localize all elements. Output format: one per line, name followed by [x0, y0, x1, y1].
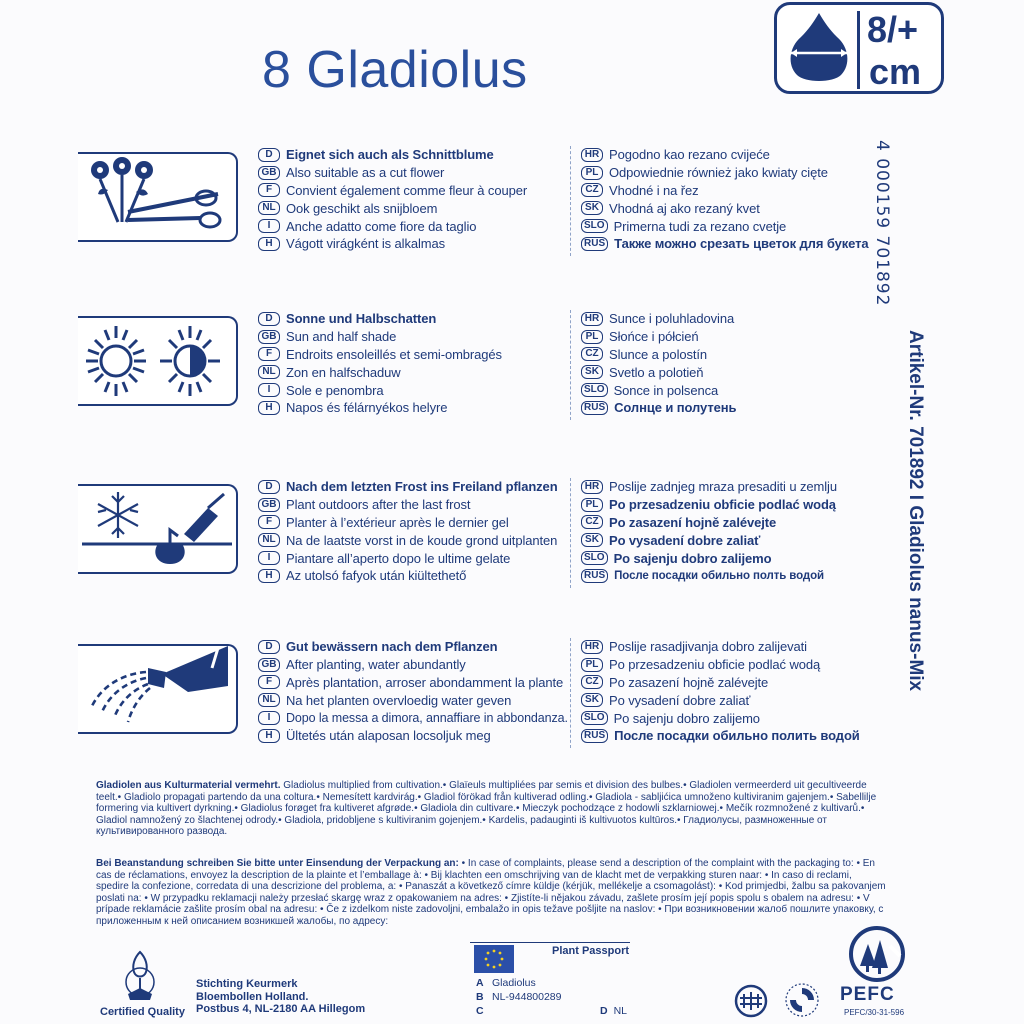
instruction-text: Po vysadení dobre zaliať [609, 532, 761, 548]
instruction-text: After planting, water abundantly [286, 657, 466, 673]
instruction-text: Piantare all’aperto dopo le ultime gelate [286, 550, 511, 566]
lang-code: NL [258, 693, 280, 707]
lang-code: I [258, 711, 280, 725]
lang-code: H [258, 237, 280, 251]
complaints-lead: Bei Beanstandung schreiben Sie bitte unter Einsendung der Verpackung an: [96, 858, 459, 869]
lang-column-right [570, 478, 870, 588]
passport-key: A [476, 977, 484, 989]
lang-code: SLO [581, 219, 608, 233]
badge-divider [857, 11, 860, 89]
lang-code: H [258, 401, 280, 415]
instruction-text: Sonne und Halbschatten [286, 311, 437, 327]
lang-code: GB [258, 166, 280, 180]
cultivation-lead: Gladiolen aus Kulturmaterial vermehrt. [96, 780, 281, 791]
lang-column-right [570, 310, 870, 420]
certified-quality-logo [100, 948, 185, 1018]
instruction-text: Poslije zadnjeg mraza presaditi u zemlju [609, 479, 837, 495]
instruction-text: Słońce i półcień [609, 329, 699, 345]
lang-code: RUS [581, 401, 608, 415]
article-number-label [894, 330, 934, 690]
cultivation-body: Gladiolus multiplied from cultivation.• Glaïeuls multipliées par semis et division des bulbes.• Gladiolen vermeerderd uit gecultiveerde teelt.• Gladiolo propagati partendo da una coltura.• Nemesített kardvirág.• Gladiol förökad från kultiverad odling.• Gladiola - sabljićica umnoženo kultiviranim gajenjem.• Sabellilje formering via kultivert dyrkning.• Gladiolus forøget fra kultiveret afgrøde.• Gladiola din cultivare.• Mieczyk pochodzące z hodowli szklarniowej.• Mečík rozmnožené z kultivarů.• Gladiol namnožený zo šlachtenej odrody.• Gladiola, pridobljene s kultiviranim gojenjem.• Kardelis, padauginti iš kultivuotos kultūros.• Гладиолусы, размноженные от культивированного развода. [96, 780, 877, 838]
eu-flag-icon [474, 945, 514, 973]
instruction-text: Planter à l’extérieur après le dernier gel [286, 514, 509, 530]
address-line: Bloembollen Holland. [196, 990, 309, 1003]
instruction-text: Dopo la messa a dimora, annaffiare in abbondanza. [286, 711, 568, 726]
lang-code: CZ [581, 675, 603, 689]
lang-code: GB [258, 658, 280, 672]
instruction-text: Po sajenju dobro zalijemo [613, 710, 760, 726]
pefc-code: PEFC/30-31-596 [844, 1008, 905, 1017]
section-watering [78, 639, 878, 756]
lang-code: PL [581, 166, 603, 180]
lang-code: NL [258, 201, 280, 215]
pefc-logo [840, 926, 920, 1022]
instruction-text: Также можно срезать цветок для букета [614, 236, 869, 252]
watering-can-icon [78, 644, 238, 734]
lang-code: HR [581, 148, 603, 162]
section-frost [78, 479, 878, 596]
passport-value: Gladiolus [492, 977, 536, 989]
page-title: 8 Gladiolus [262, 41, 528, 99]
lang-code: PL [581, 498, 603, 512]
instruction-text: Pogodno kao rezano cvijeće [609, 147, 770, 163]
lang-code: CZ [581, 515, 603, 529]
instruction-text: Po przesadzeniu obficie podlać wodą [609, 657, 821, 673]
lang-code: SLO [581, 383, 608, 397]
instruction-text: Sun and half shade [286, 329, 397, 345]
lang-code: F [258, 347, 280, 361]
frost-planting-icon [78, 484, 238, 574]
lang-code: D [258, 480, 280, 494]
lang-column-left [258, 310, 558, 417]
instruction-text: Po przesadzeniu obficie podlać wodą [609, 497, 836, 513]
lang-code: I [258, 383, 280, 397]
lang-code: NL [258, 365, 280, 379]
instruction-text: После посадки обильно полть водой [614, 569, 824, 582]
lang-code: HR [581, 480, 603, 494]
instruction-text: После посадки обильно полить водой [614, 728, 860, 744]
lang-column-left [258, 146, 558, 253]
instruction-text: Eignet sich auch als Schnittblume [286, 147, 494, 163]
instruction-text: Po zasazení hojně zalévejte [609, 514, 777, 530]
lang-code: NL [258, 533, 280, 547]
tulip-seal-icon [120, 948, 160, 1002]
size-unit: cm [869, 51, 922, 92]
lang-code: HR [581, 312, 603, 326]
lang-code: D [258, 148, 280, 162]
instruction-text: Po zasazení hojně zalévejte [609, 674, 769, 690]
plant-passport-title: Plant Passport [552, 945, 630, 957]
instruction-text: Après plantation, arroser abondamment la plante [286, 674, 564, 690]
passport-value: NL-944800289 [492, 991, 562, 1003]
passport-key: C [476, 1005, 484, 1017]
pefc-trees-icon [846, 926, 908, 982]
instruction-text: Po vysadení dobre zaliať [609, 692, 751, 708]
passport-key: D [600, 1005, 608, 1017]
plant-passport [470, 942, 630, 1022]
lang-code: GB [258, 330, 280, 344]
lang-code: SLO [581, 551, 608, 565]
instruction-text: Plant outdoors after the last frost [286, 497, 471, 513]
lang-code: F [258, 515, 280, 529]
instruction-text: Napos és félárnyékos helyre [286, 400, 448, 416]
lang-code: SK [581, 201, 603, 215]
instruction-text: Ook geschikt als snijbloem [286, 200, 438, 216]
instruction-text: Vhodná aj ako rezaný kvet [609, 200, 760, 216]
instruction-text: Vágott virágként is alkalmas [286, 236, 446, 252]
instruction-text: Po sajenju dobro zalijemo [613, 550, 772, 566]
bulb-icon [783, 9, 855, 89]
lang-code: GB [258, 498, 280, 512]
lang-code: HR [581, 640, 603, 654]
instruction-text: Солнце и полутень [614, 400, 737, 416]
address-line: Postbus 4, NL-2180 AA Hillegom [196, 1003, 366, 1015]
lang-code: RUS [581, 729, 608, 743]
instruction-text: Sonce in polsenca [613, 382, 719, 398]
bulb-size-badge [774, 2, 944, 94]
instruction-text: Sole e penombra [286, 382, 384, 398]
lang-code: I [258, 551, 280, 565]
lang-code: H [258, 569, 280, 583]
instruction-text: Poslije rasadjivanja dobro zalijevati [609, 639, 807, 655]
instruction-text: Endroits ensoleillés et semi-ombragés [286, 346, 502, 362]
section-cut-flower [78, 147, 878, 264]
instruction-text: Sunce i poluhladovina [609, 311, 735, 327]
instruction-text: Also suitable as a cut flower [286, 165, 445, 181]
instruction-text: Primerna tudi za rezano cvetje [613, 218, 787, 234]
instruction-text: Vhodné i na řez [609, 182, 699, 198]
instruction-text: Slunce a polostín [609, 346, 708, 362]
lang-code: F [258, 675, 280, 689]
article-text: Artikel-Nr. 701892 I Gladiolus nanus-Mix [905, 330, 926, 692]
lang-code: SLO [581, 711, 608, 725]
instruction-text: Zon en halfschaduw [286, 364, 401, 380]
lang-code: RUS [581, 237, 608, 251]
lang-column-left [258, 478, 558, 585]
instruction-text: Ültetés után alaposan locsoljuk meg [286, 728, 491, 744]
lang-code: F [258, 183, 280, 197]
lang-code: PL [581, 658, 603, 672]
size-value: 8/+ [867, 9, 919, 50]
passport-key: B [476, 991, 484, 1003]
lang-column-left [258, 638, 568, 745]
lang-code: SK [581, 693, 603, 707]
instruction-text: Na het planten overvloedig water geven [286, 692, 512, 708]
keurmerk-address [196, 978, 365, 1016]
instruction-text: Odpowiednie również jako kwiaty cięte [609, 165, 828, 181]
green-dot-icon [784, 982, 820, 1018]
section-sun [78, 311, 878, 428]
instruction-text: Az utolsó fafyok után kiültethető [286, 568, 467, 584]
instruction-text: Convient également comme fleur à couper [286, 182, 528, 198]
complaints-notice [96, 858, 886, 928]
recycling-icon [734, 984, 768, 1018]
lang-code: D [258, 312, 280, 326]
lang-code: I [258, 219, 280, 233]
instruction-text: Anche adatto come fiore da taglio [286, 218, 477, 234]
lang-code: SK [581, 533, 603, 547]
lang-code: D [258, 640, 280, 654]
instruction-text: Svetlo a polotieň [609, 364, 704, 380]
barcode-digits: 4 000159 701892 [872, 140, 892, 307]
instruction-text: Na de laatste vorst in de koude grond uitplanten [286, 532, 558, 548]
cut-flowers-scissors-icon [78, 152, 238, 242]
lang-code: CZ [581, 183, 603, 197]
lang-code: PL [581, 330, 603, 344]
lang-code: RUS [581, 569, 608, 583]
passport-value: NL [613, 1005, 628, 1017]
address-line: Stichting Keurmerk [196, 978, 298, 990]
lang-code: SK [581, 365, 603, 379]
instruction-text: Nach dem letzten Frost ins Freiland pflanzen [286, 479, 558, 495]
cultivation-notice [96, 780, 886, 838]
lang-column-right [570, 146, 870, 256]
lang-code: H [258, 729, 280, 743]
pefc-wordmark: PEFC [840, 984, 895, 1005]
instruction-text: Gut bewässern nach dem Pflanzen [286, 639, 498, 655]
lang-column-right [570, 638, 870, 748]
certified-quality-label: Certified Quality [100, 1006, 185, 1018]
sun-half-shade-icon [78, 316, 238, 406]
lang-code: CZ [581, 347, 603, 361]
complaints-body: • In case of complaints, please send a description of the complaint with the packaging to: • En cas de réclamations, envoyez la description de la plainte et l’emballage à: • Bij klachten een omschrijving van de klacht met de verpakking sturen naar: • In caso di reclami, spedire la confezione, corredata di una descrizione del problema, a: • Panaszát a következő címre küldje (kérjük, mellékelje a csomagolást): • Kod primjedbi, žalbu sa pakovanjem poslati na: • W przypadku reklamacji należy przesłać skargę wraz z opakowaniem na adres: • Zjistíte-li nějakou závadu, zašlete prosím její popis spolu s obalem na adresu: • V prípade reklamácie zašlite prosím obal na adresu: • Če z izdelkom niste zadovoljni, embalažo in opis težave pošljite na naslov: • При возникновении жалоб пошлите упаковку, с приложенным к ней описанием возникшей жалобы, по адресу: [96, 858, 886, 927]
